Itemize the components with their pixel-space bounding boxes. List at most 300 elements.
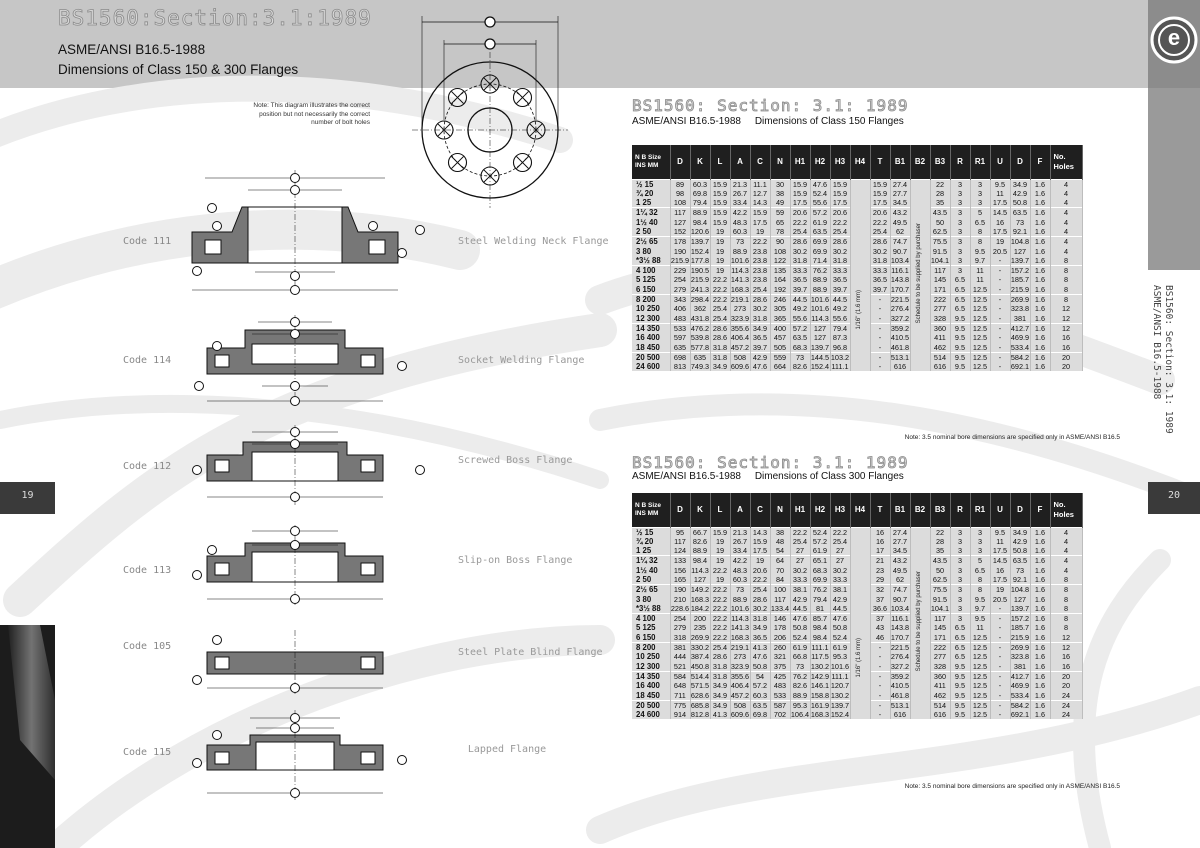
table-cell: 92.1 (1010, 575, 1030, 585)
table-cell: 30.2 (830, 566, 850, 575)
table-cell: 37 (870, 595, 890, 604)
table-cell: 31.8 (790, 256, 810, 266)
table-cell: 19 (710, 227, 730, 237)
table-cell: 4 (1050, 527, 1082, 537)
table-cell: 133 (670, 556, 690, 566)
table-cell: 65.1 (810, 556, 830, 566)
table-cell: 664 (770, 362, 790, 371)
table-cell: 775 (670, 700, 690, 710)
table-cell: 101.6 (830, 661, 850, 671)
table-cell: 116.1 (891, 266, 909, 276)
table-cell: 168.3 (690, 594, 710, 604)
table-cell: 3 (950, 575, 970, 585)
table-cell: 28.6 (870, 237, 890, 247)
table-cell: 73 (730, 585, 750, 595)
table-cell: 321 (770, 652, 790, 661)
table-cell: 15.9 (710, 179, 730, 189)
table-cell: 219.1 (730, 295, 750, 305)
table-cell: 12 (1050, 323, 1082, 333)
table-cell: 692.1 (1010, 362, 1030, 372)
table-cell: 16 (990, 566, 1010, 575)
table-cell: 6.5 (950, 275, 970, 284)
table-cell: 327.2 (890, 661, 910, 671)
table-cell: 411 (930, 681, 950, 690)
table-cell: 444 (670, 652, 690, 661)
table-cell: 8 (1050, 614, 1082, 624)
table-cell: 431.8 (690, 313, 710, 323)
table-cell: 1.6 (1030, 256, 1050, 266)
table-cell: 68.3 (810, 566, 830, 575)
table-cell: 3 (950, 546, 970, 556)
table-cell: 14.5 (990, 208, 1010, 218)
table-cell: 156 (670, 566, 690, 575)
table-cell: 141.3 (730, 623, 750, 633)
table-cell: 9.7 (970, 604, 990, 614)
flange-code: Code 111 (123, 236, 172, 247)
table-cell: 33.3 (790, 266, 810, 276)
table-cell: 483 (670, 314, 690, 324)
table-cell: 323.8 (1010, 652, 1030, 662)
table-cell: 14.3 (750, 527, 770, 537)
column-header: D (1010, 493, 1030, 527)
table-cell: 69.8 (690, 189, 710, 198)
table-cell: 103.4 (890, 603, 910, 613)
size-cell: 20 500 (632, 352, 670, 362)
table-cell: 75.5 (930, 237, 950, 247)
table-cell: 277 (930, 304, 950, 313)
table-cell: 165 (670, 575, 690, 585)
table-cell: 15.9 (830, 179, 850, 189)
table-cell: 71.4 (810, 256, 830, 266)
table-cell: 1.6 (1030, 179, 1050, 189)
table-cell: 476.2 (690, 323, 710, 333)
table-cell: 3 (950, 266, 970, 276)
size-cell: ¾ 20 (632, 189, 670, 198)
table-cell: 168.3 (810, 710, 830, 720)
table-cell: 85.7 (810, 614, 830, 624)
table-cell: 23 (870, 566, 890, 575)
table-cell: - (990, 643, 1010, 653)
table-cell: 533.4 (1010, 342, 1030, 352)
table-cell: 22 (930, 527, 950, 537)
table-cell: 343 (670, 295, 690, 305)
table-cell: 142.9 (810, 671, 830, 681)
table-cell: 34.9 (710, 691, 730, 701)
table-cell: 469.9 (1010, 681, 1030, 691)
table-cell: 60.3 (750, 691, 770, 701)
table-cell: 64 (770, 556, 790, 566)
table-cell: 221.5 (890, 295, 910, 305)
table-cell: 27.4 (890, 527, 910, 537)
table-cell: 47.6 (750, 652, 770, 661)
table-cell: - (990, 652, 1010, 661)
table-cell: 34.5 (890, 198, 910, 208)
table-cell: 1.6 (1030, 208, 1050, 218)
table-cell: 69.9 (810, 237, 830, 247)
table-cell: 90 (770, 237, 790, 247)
table-cell: 79.4 (690, 198, 710, 208)
table-cell: 100 (770, 585, 790, 595)
table-cell: 124 (670, 546, 690, 556)
table-cell: - (990, 681, 1010, 690)
table-cell: 20.6 (750, 566, 770, 575)
table-cell: 20.6 (790, 208, 810, 218)
table-cell: 360 (930, 671, 950, 681)
size-cell: 6 150 (632, 633, 670, 643)
table-cell: - (990, 333, 1010, 342)
table-cell: - (870, 700, 890, 710)
table-cell: 95.3 (790, 700, 810, 710)
table-cell: 246 (770, 295, 790, 305)
table-cell: 38 (770, 527, 790, 537)
table-cell: 22.2 (710, 604, 730, 614)
left-page-subtitle-dimensions: Dimensions of Class 150 & 300 Flanges (58, 62, 299, 77)
size-cell: 16 400 (632, 681, 670, 690)
table-cell: 12.5 (970, 323, 990, 333)
class150-subtitle: ASME/ANSI B16.5-1988 Dimensions of Class 150 Flanges (632, 116, 904, 127)
table-cell: 298.4 (690, 295, 710, 305)
table-cell: 8 (1050, 595, 1082, 604)
table-cell: 24 (1050, 691, 1082, 701)
table-cell: 170.7 (890, 632, 910, 642)
table-cell: 15.9 (750, 208, 770, 218)
table-cell: 1.6 (1030, 333, 1050, 342)
table-cell: 34.9 (750, 623, 770, 632)
table-cell: 66.7 (690, 527, 710, 537)
class300-subtitle: ASME/ANSI B16.5-1988 Dimensions of Class 300 Flanges (632, 471, 904, 482)
table-cell: 200 (690, 614, 710, 624)
table-cell: 127 (1010, 247, 1030, 256)
table-cell: 34.9 (710, 700, 730, 710)
size-cell: 3 80 (632, 595, 670, 604)
table-cell: 30.2 (750, 304, 770, 313)
table-cell: 139.7 (810, 342, 830, 352)
table-cell: 1.6 (1030, 247, 1050, 256)
table-cell: 381 (1010, 662, 1030, 672)
table-cell: 63.5 (1010, 208, 1030, 218)
table-cell: 3 (950, 527, 970, 537)
table-cell: 190 (670, 247, 690, 256)
table-cell: 6.5 (950, 304, 970, 313)
table-cell: 559 (770, 352, 790, 362)
table-cell: 52.4 (810, 189, 830, 198)
h4-vertical-note (850, 179, 870, 371)
table-cell: 279 (670, 285, 690, 295)
size-cell: 2 50 (632, 227, 670, 237)
table-cell: 215.9 (1010, 632, 1030, 642)
table-cell: 269.9 (1010, 643, 1030, 653)
table-row (632, 527, 1082, 537)
column-header: F (1030, 493, 1050, 527)
table-cell: 9.5 (950, 671, 970, 681)
table-cell: 6.5 (950, 285, 970, 295)
column-header: H2 (810, 145, 830, 179)
table-cell: 571.5 (690, 681, 710, 691)
table-cell: 698 (670, 352, 690, 362)
table-cell: 9.5 (990, 527, 1010, 537)
table-cell: 22.2 (710, 285, 730, 295)
table-cell: 31.8 (750, 314, 770, 324)
table-cell: 4 (1050, 237, 1082, 247)
table-cell: 25.4 (710, 304, 730, 313)
table-cell: 25.4 (870, 227, 890, 237)
size-cell: ½ 15 (632, 527, 670, 537)
table-cell: 41.3 (710, 710, 730, 719)
left-page-subtitle-standard: ASME/ANSI B16.5-1988 (58, 42, 206, 57)
table-cell: 88.9 (790, 691, 810, 701)
table-cell: 22.2 (830, 218, 850, 227)
table-cell: 1.6 (1030, 527, 1050, 537)
table-cell: 513.1 (890, 700, 910, 710)
table-cell: 1.6 (1030, 566, 1050, 575)
table-cell: - (990, 662, 1010, 672)
table-cell: 1.6 (1030, 623, 1050, 632)
table-cell: 16 (990, 218, 1010, 227)
table-cell: 521 (670, 662, 690, 672)
flange-name: Lapped Flange (467, 744, 547, 755)
table-cell: - (990, 604, 1010, 614)
table-cell: - (990, 710, 1010, 719)
table-cell: 73 (1010, 218, 1030, 227)
table-cell: 12.5 (970, 352, 990, 362)
table-cell: 16 (870, 527, 890, 537)
table-cell: 82.6 (790, 362, 810, 371)
table-cell: 30.2 (790, 566, 810, 575)
table-cell: 117 (930, 266, 950, 276)
table-cell: 1.6 (1030, 275, 1050, 284)
table-cell: 260 (770, 643, 790, 653)
table-cell: 12.5 (970, 652, 990, 661)
table-cell: 17.5 (870, 198, 890, 208)
flange-name: Screwed Boss Flange (458, 455, 573, 466)
table-cell: 101.6 (730, 603, 750, 613)
table-cell: 61.9 (830, 643, 850, 653)
table-cell: 33.4 (730, 546, 750, 556)
table-cell: 27.4 (890, 179, 910, 189)
table-cell: 92.1 (1010, 227, 1030, 237)
table-cell: 39.7 (750, 343, 770, 353)
table-cell: 31.8 (710, 343, 730, 353)
table-cell: 96.8 (830, 343, 850, 353)
table-cell: 457.2 (730, 690, 750, 700)
table-cell: 254 (670, 614, 690, 624)
table-cell: 31.8 (830, 256, 850, 266)
table-cell: 1.6 (1030, 266, 1050, 276)
table-cell: 28.6 (710, 652, 730, 661)
table-cell: 36.5 (790, 275, 810, 284)
table-cell: 20 (1050, 681, 1082, 690)
table-cell: 19 (710, 546, 730, 556)
table-cell: 177.8 (690, 255, 710, 265)
table-cell: 12 (1050, 304, 1082, 313)
table-cell: 30.2 (830, 247, 850, 256)
table-cell: 1.6 (1030, 314, 1050, 324)
table-cell: 98.4 (810, 633, 830, 643)
side-subtitle: ASME/ANSI B16.5-1988 (1151, 285, 1162, 400)
table-cell: 26.7 (730, 537, 750, 546)
table-cell: 1.6 (1030, 218, 1050, 227)
table-cell: 42.9 (830, 595, 850, 604)
table-cell: - (870, 295, 890, 305)
table-cell: 61.9 (790, 643, 810, 653)
table-cell: 60.3 (730, 575, 750, 585)
table-cell: 375 (770, 662, 790, 672)
table-cell: 4 (1050, 566, 1082, 575)
table-cell: 23.8 (750, 247, 770, 256)
table-cell: 1.6 (1030, 362, 1050, 371)
table-cell: 616 (890, 710, 910, 719)
table-cell: - (990, 671, 1010, 681)
table-cell: 120.7 (830, 681, 850, 691)
table-cell: 584 (670, 671, 690, 681)
table-cell: 8 (1050, 275, 1082, 284)
table-cell: 23.8 (750, 256, 770, 266)
column-header: B3 (930, 493, 950, 527)
column-header: D (670, 145, 690, 179)
table-cell: 15.9 (710, 198, 730, 208)
table-cell: 106.4 (790, 710, 810, 720)
table-cell: 28.6 (710, 333, 730, 342)
table-cell: 628.6 (690, 690, 710, 700)
table-cell: 11 (990, 537, 1010, 546)
table-cell: 9.5 (950, 352, 970, 362)
table-cell: 635 (690, 352, 710, 362)
table-cell: 57.2 (810, 537, 830, 546)
table-cell: 222 (930, 295, 950, 305)
table-cell: 43.2 (890, 208, 910, 218)
table-cell: 39.7 (790, 285, 810, 295)
size-cell: 10 250 (632, 304, 670, 313)
table-cell: 59 (770, 208, 790, 218)
size-cell: 10 250 (632, 652, 670, 661)
class150-title: BS1560: Section: 3.1: 1989 (632, 96, 909, 115)
table-cell: 15.9 (710, 218, 730, 227)
size-cell: 1½ 40 (632, 218, 670, 227)
table-cell: 36.5 (830, 275, 850, 284)
table-cell: 44.5 (790, 295, 810, 305)
h4-vertical-note (850, 527, 870, 719)
table-cell: 21.3 (730, 527, 750, 537)
table-cell: 3 (950, 218, 970, 227)
table-cell: 9.7 (970, 256, 990, 266)
table-cell: 635 (670, 343, 690, 353)
table-cell: 114.3 (811, 313, 829, 323)
table-cell: 170.7 (890, 284, 910, 294)
table-cell: - (870, 304, 890, 313)
table-cell: 25.4 (710, 314, 730, 324)
table-cell: 33.3 (870, 266, 890, 276)
table-cell: 19 (710, 237, 730, 247)
table-cell: 25.4 (790, 227, 810, 237)
table-cell: 1.6 (1030, 537, 1050, 546)
table-cell: 149.2 (690, 585, 710, 595)
table-cell: 1.6 (1030, 556, 1050, 566)
table-cell: 17.5 (990, 575, 1010, 585)
column-header: D (670, 493, 690, 527)
table-cell: 114.3 (731, 614, 749, 624)
table-cell: 15.9 (870, 179, 890, 189)
table-cell: - (870, 662, 890, 672)
table-cell: 1.6 (1030, 633, 1050, 643)
table-cell: - (870, 652, 890, 661)
table-cell: 76.2 (810, 266, 830, 276)
table-cell: 17.5 (990, 198, 1010, 208)
table-cell: 1.6 (1030, 352, 1050, 362)
table-cell: 141.3 (730, 275, 750, 285)
table-cell: 215.9 (690, 275, 710, 285)
table-cell: 168.3 (730, 284, 750, 294)
table-cell: 812.8 (690, 710, 710, 720)
table-cell: 31.8 (710, 671, 730, 681)
column-header: U (990, 493, 1010, 527)
table-cell: 22.2 (710, 566, 730, 575)
table-cell: 381 (670, 643, 690, 653)
size-cell: 24 600 (632, 362, 670, 371)
table-cell: 31.8 (870, 256, 890, 266)
table-cell: 27 (830, 556, 850, 566)
table-cell: 22.2 (750, 237, 770, 247)
table-cell: 505 (770, 343, 790, 353)
table-cell: 48.3 (730, 218, 750, 227)
table-cell: 3 (950, 179, 970, 189)
table-cell: 692.1 (1010, 710, 1030, 720)
table-cell: 23.8 (750, 275, 770, 284)
table-cell: 387.4 (690, 652, 710, 662)
table-cell: 50 (930, 566, 950, 575)
table-cell: 157.2 (1010, 614, 1030, 624)
table-cell: 49 (770, 198, 790, 208)
table-cell: 63.5 (810, 227, 830, 237)
table-cell: 1.6 (1030, 304, 1050, 313)
table-cell: 117.5 (811, 652, 829, 662)
table-cell: 1.6 (1030, 681, 1050, 690)
table-cell: 37 (870, 614, 890, 624)
table-cell: 133.4 (770, 603, 790, 613)
table-cell: 9.5 (950, 710, 970, 719)
table-cell: 215.9 (670, 255, 690, 265)
table-row (632, 179, 1082, 189)
table-cell: 57.2 (790, 323, 810, 333)
table-cell: 52.4 (810, 527, 830, 537)
table-cell: 450.8 (690, 661, 710, 671)
size-cell: 1 25 (632, 546, 670, 556)
table-cell: 15.9 (790, 189, 810, 198)
table-cell: 11 (970, 275, 990, 284)
table-cell: 20 (1050, 352, 1082, 362)
table-cell: 457.2 (730, 342, 750, 352)
table-cell: 12.5 (970, 671, 990, 681)
table-cell: 47.6 (750, 362, 770, 371)
table-cell: 66.8 (790, 652, 810, 661)
table-cell: 1.6 (1030, 652, 1050, 661)
table-cell: 22.2 (750, 575, 770, 585)
table-cell: 1.6 (1030, 643, 1050, 653)
table-cell: 19 (750, 556, 770, 566)
table-cell: 20.6 (870, 208, 890, 218)
table-cell: 63.5 (790, 333, 810, 342)
table-cell: 241.3 (690, 284, 710, 294)
table-cell: 3 (970, 527, 990, 537)
table-cell: 23.8 (750, 266, 770, 276)
column-header: H1 (790, 145, 810, 179)
column-header: L (710, 493, 730, 527)
table-cell: 32 (870, 585, 890, 595)
table-cell: 8 (1050, 266, 1082, 276)
table-cell: 22.2 (710, 275, 730, 284)
table-cell: 25.4 (750, 585, 770, 595)
table-cell: 1.6 (1030, 595, 1050, 604)
table-cell: 8 (1050, 604, 1082, 614)
